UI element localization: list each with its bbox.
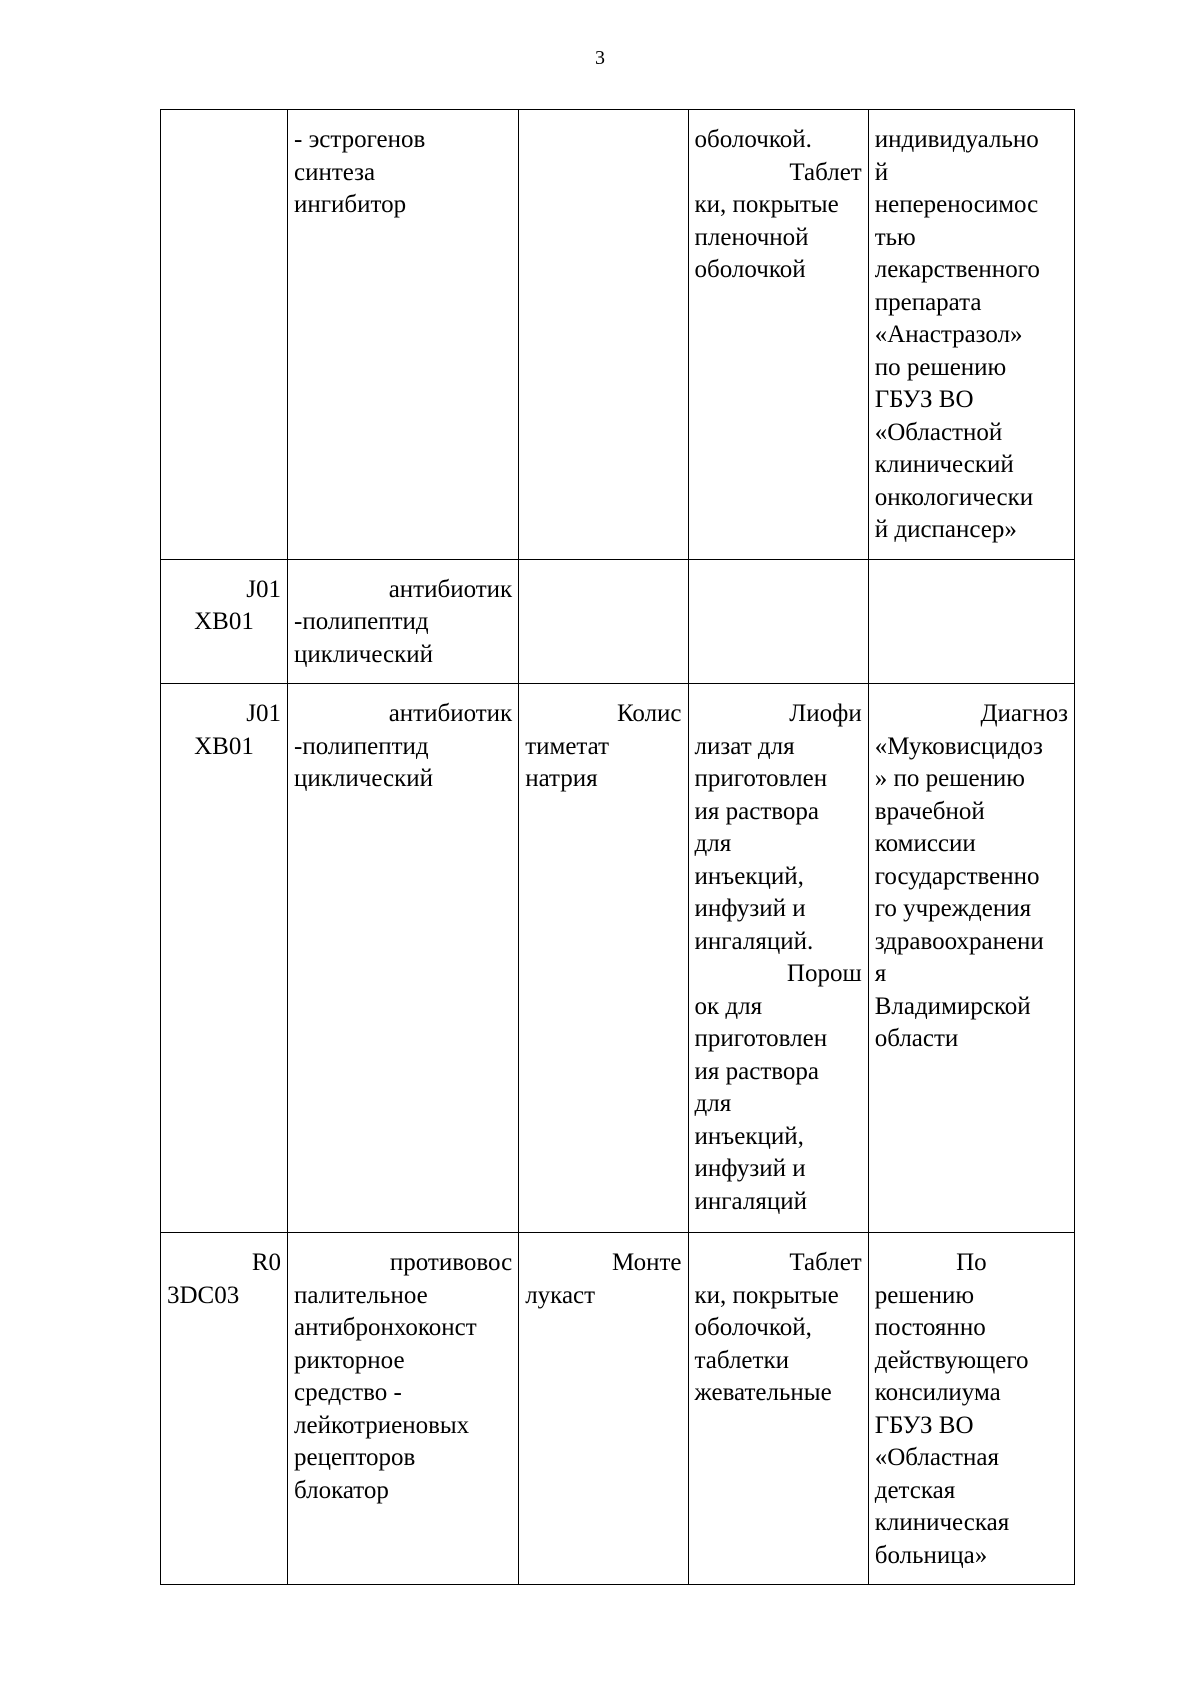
cell-text: комиссии [874, 830, 976, 857]
cell-text: оболочкой, [694, 1314, 812, 1341]
cell-text: я [874, 960, 887, 987]
condition-cell [868, 684, 1074, 1233]
cell-text: клинический [874, 451, 1014, 478]
page-number: 3 [595, 47, 605, 69]
cell-text: постоянно [874, 1314, 986, 1341]
cell-text: клиническая [874, 1509, 1010, 1536]
cell-text: ия раствора [694, 797, 820, 825]
cell-text: J01 [246, 700, 281, 727]
cell-text: Таблет [789, 1249, 862, 1276]
cell-text: тиметат [525, 732, 610, 760]
cell-text: инъекций, [694, 862, 804, 890]
cell-text: лейкотриеновых [294, 1411, 470, 1439]
cell-text: консилиума [874, 1379, 1001, 1406]
cell-text: средство - [294, 1379, 402, 1406]
cell-text: J01 [246, 575, 281, 603]
cell-text: «Областная [874, 1444, 999, 1471]
condition-cell [868, 110, 1074, 560]
cell-text: R0 [251, 1249, 281, 1276]
condition-cell [868, 559, 1074, 684]
cell-text: ингибитор [294, 191, 407, 218]
cell-text: го учреждения [874, 895, 1032, 922]
cell-text: антибронхоконст [294, 1314, 477, 1341]
cell-text: здравоохранени [874, 927, 1044, 955]
cell-text: ингаляций [694, 1187, 807, 1215]
cell-text: палительное [294, 1281, 428, 1309]
cell-text: тью [874, 223, 916, 251]
table-row [161, 559, 1075, 684]
cell-text: «Муковисцидоз [874, 732, 1043, 760]
cell-text: детская [874, 1476, 956, 1504]
drug-name-cell [519, 110, 688, 560]
cell-text: XB01 [194, 732, 254, 760]
pharm-group-cell [288, 1233, 519, 1585]
cell-text: XB01 [194, 608, 254, 635]
cell-text: ки, покрытые [694, 191, 839, 218]
atc-code-cell [161, 559, 288, 684]
cell-text: циклический [294, 765, 434, 792]
condition-cell [868, 1233, 1074, 1585]
table-row [161, 1233, 1075, 1585]
atc-code-cell [161, 684, 288, 1233]
drug-name-cell [519, 1233, 688, 1585]
cell-text: Колис [616, 700, 682, 727]
cell-text: 3DC03 [167, 1281, 240, 1309]
cell-text: -полипептид [294, 608, 429, 635]
cell-text: Диагноз [980, 700, 1068, 727]
atc-code-cell [161, 1233, 288, 1585]
cell-text: больница» [874, 1541, 988, 1569]
cell-text: антибиотик [388, 700, 513, 727]
cell-text: оболочкой. [694, 126, 812, 153]
cell-text: ия раствора [694, 1057, 820, 1085]
drug-name-cell [519, 684, 688, 1233]
cell-text: ки, покрытые [694, 1281, 839, 1309]
table-row [161, 110, 1075, 560]
cell-text: «Областной [874, 418, 1003, 446]
cell-text: противовос [389, 1249, 513, 1276]
dosage-form-cell [688, 110, 868, 560]
cell-text: для [694, 830, 732, 857]
cell-text: лизат для [694, 732, 795, 760]
dosage-form-cell [688, 1233, 868, 1585]
cell-text: инфузий и [694, 895, 806, 922]
pharm-group-cell [288, 110, 519, 560]
drug-table [160, 109, 1075, 1585]
cell-text: действующего [874, 1346, 1029, 1374]
cell-text: для [694, 1090, 732, 1117]
cell-text: синтеза [294, 158, 376, 186]
cell-text: лукаст [525, 1281, 596, 1309]
atc-code-cell [161, 110, 288, 560]
cell-text: рецепторов [294, 1444, 416, 1471]
pharm-group-cell [288, 684, 519, 1233]
table-row [161, 684, 1075, 1233]
cell-text: Лиофи [789, 700, 862, 727]
cell-text: рикторное [294, 1346, 405, 1374]
cell-text: непереносимос [874, 191, 1039, 218]
cell-text: области [874, 1025, 959, 1052]
drug-name-cell [519, 559, 688, 684]
cell-text: онкологически [874, 483, 1034, 511]
cell-text: антибиотик [388, 575, 513, 603]
cell-text: » по решению [874, 765, 1025, 792]
cell-text: решению [874, 1281, 975, 1309]
pharm-group-cell [288, 559, 519, 684]
cell-text: блокатор [294, 1476, 389, 1504]
cell-text: ингаляций. [694, 927, 814, 955]
cell-text: ГБУЗ ВО [874, 1411, 974, 1439]
cell-text: жевательные [694, 1379, 832, 1406]
cell-text: ГБУЗ ВО [874, 386, 974, 413]
cell-text: приготовлен [694, 1025, 828, 1052]
cell-text: пленочной [694, 223, 809, 251]
cell-text: ок для [694, 992, 763, 1020]
cell-text: врачебной [874, 797, 985, 825]
cell-text: Порош [786, 960, 862, 987]
cell-text: й [874, 158, 889, 186]
cell-text: по решению [874, 353, 1007, 381]
cell-text: приготовлен [694, 765, 828, 792]
cell-text: таблетки [694, 1346, 789, 1374]
cell-text: натрия [525, 765, 598, 792]
cell-text: государственно [874, 862, 1040, 890]
cell-text: оболочкой [694, 256, 806, 283]
cell-text: «Анастразол» [874, 321, 1023, 348]
cell-text: Владимирской [874, 992, 1031, 1020]
cell-text: инъекций, [694, 1122, 804, 1150]
cell-text: Таблет [789, 158, 862, 186]
cell-text: препарата [874, 288, 982, 316]
cell-text: й диспансер» [874, 516, 1017, 543]
cell-text: -полипептид [294, 732, 429, 760]
cell-text: инфузий и [694, 1155, 806, 1182]
dosage-form-cell [688, 684, 868, 1233]
cell-text: По [956, 1249, 987, 1276]
cell-text: Монте [612, 1249, 682, 1276]
cell-text: индивидуально [874, 126, 1039, 153]
cell-text: циклический [294, 640, 434, 668]
dosage-form-cell [688, 559, 868, 684]
cell-text: лекарственного [874, 256, 1040, 283]
cell-text: - эстрогенов [294, 126, 426, 153]
